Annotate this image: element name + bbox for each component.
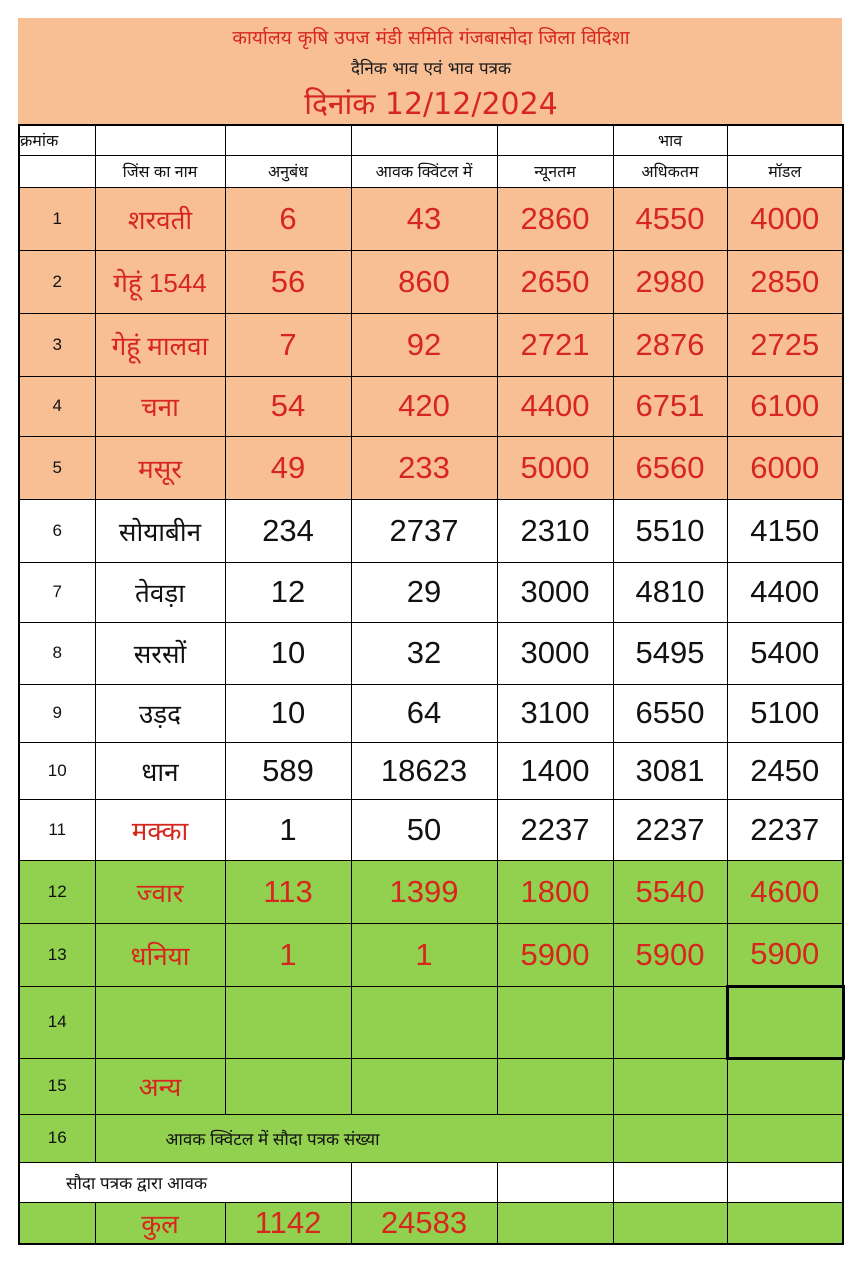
cell-contract: 10 [225,622,351,684]
commodity-name: सरसों [95,622,225,684]
sauda-patrak-arrival-label: सौदा पत्रक द्वारा आवक [19,1162,351,1202]
total-contract: 1142 [225,1202,351,1244]
cell-min: 5900 [497,923,613,986]
cell-min: 2237 [497,799,613,860]
price-table [18,124,845,1245]
header-row-2 [19,155,843,187]
cell-arrival: 420 [351,376,497,436]
row-serial: 3 [19,313,95,376]
sauda-patrak-count-label: आवक क्विंटल में सौदा पत्रक संख्या [95,1114,613,1162]
cell-max: 6751 [613,376,727,436]
cell-arrival: 233 [351,436,497,499]
header-row-1 [19,125,843,155]
cell-max: 2237 [613,799,727,860]
cell-min: 3000 [497,622,613,684]
sheet-subtitle: दैनिक भाव एवं भाव पत्रक [350,59,512,79]
cell-contract: 113 [225,860,351,923]
cell-min [497,986,613,1058]
row-serial: 16 [19,1114,95,1162]
cell-arrival: 18623 [351,742,497,799]
col-name: जिंस का नाम [95,155,225,187]
cell-max: 5495 [613,622,727,684]
cell-min: 5000 [497,436,613,499]
commodity-name: उड़द [95,684,225,742]
cell-min: 3000 [497,562,613,622]
table-row [19,1162,843,1202]
cell-modal: 5900 [727,923,843,986]
commodity-name: मक्का [95,799,225,860]
col-max: अधिकतम [613,155,727,187]
commodity-name: धान [95,742,225,799]
table-row [19,799,843,860]
cell-max: 6550 [613,684,727,742]
cell-arrival: 860 [351,250,497,313]
row-serial: 2 [19,250,95,313]
cell-min: 1400 [497,742,613,799]
cell-arrival: 32 [351,622,497,684]
total-row [19,1202,843,1244]
cell-modal: 2850 [727,250,843,313]
commodity-name: सोयाबीन [95,499,225,562]
total-label: कुल [95,1202,225,1244]
row-serial: 5 [19,436,95,499]
cell-max: 4550 [613,187,727,250]
table-row [19,923,843,986]
table-row [19,1058,843,1114]
cell-min: 4400 [497,376,613,436]
commodity-name: धनिया [95,923,225,986]
commodity-name: गेहूं मालवा [95,313,225,376]
cell-contract: 12 [225,562,351,622]
row-serial: 13 [19,923,95,986]
col-min: न्यूनतम [497,155,613,187]
cell-max: 5510 [613,499,727,562]
table-row [19,499,843,562]
cell-min: 3100 [497,684,613,742]
row-serial: 6 [19,499,95,562]
cell-contract: 1 [225,923,351,986]
cell-min [497,1058,613,1114]
commodity-name [95,986,225,1058]
row-serial: 10 [19,742,95,799]
cell-arrival: 1 [351,923,497,986]
cell-max: 4810 [613,562,727,622]
cell-modal [727,1058,843,1114]
commodity-name: अन्य [95,1058,225,1114]
cell-contract: 234 [225,499,351,562]
cell-contract [225,1058,351,1114]
cell-max: 5540 [613,860,727,923]
cell-modal: 5400 [727,622,843,684]
table-row [19,684,843,742]
cell-modal: 2450 [727,742,843,799]
cell-arrival: 64 [351,684,497,742]
cell-contract: 1 [225,799,351,860]
cell-arrival: 92 [351,313,497,376]
commodity-name: ज्वार [95,860,225,923]
sheet-date: दिनांक 12/12/2024 [304,87,558,122]
cell-contract: 54 [225,376,351,436]
cell-max [613,986,727,1058]
cell-modal: 6100 [727,376,843,436]
cell-modal: 2725 [727,313,843,376]
cell-min: 2860 [497,187,613,250]
cell-max: 3081 [613,742,727,799]
cell-modal: 4000 [727,187,843,250]
table-row [19,742,843,799]
cell-contract: 49 [225,436,351,499]
table-row [19,187,843,250]
cell-min: 2310 [497,499,613,562]
cell-arrival: 29 [351,562,497,622]
cell-contract [225,986,351,1058]
cell-arrival [351,986,497,1058]
cell-modal: 2237 [727,799,843,860]
row-serial: 1 [19,187,95,250]
table-row [19,376,843,436]
row-serial: 15 [19,1058,95,1114]
commodity-name: तेवड़ा [95,562,225,622]
cell-arrival: 2737 [351,499,497,562]
cell-arrival: 43 [351,187,497,250]
cell-max [613,1058,727,1114]
col-arrival: आवक क्विंटल में [351,155,497,187]
cell-modal: 5100 [727,684,843,742]
table-row [19,250,843,313]
cell-modal: 4600 [727,860,843,923]
table-row [19,436,843,499]
row-serial: 4 [19,376,95,436]
row-serial: 14 [19,986,95,1058]
table-row [19,562,843,622]
price-sheet [18,18,842,1245]
cell-max: 2980 [613,250,727,313]
commodity-name: मसूर [95,436,225,499]
cell-min: 2721 [497,313,613,376]
row-serial: 7 [19,562,95,622]
col-price-group: भाव [613,125,727,155]
commodity-name: चना [95,376,225,436]
total-arrival: 24583 [351,1202,497,1244]
table-row [19,986,843,1058]
commodity-name: शरवती [95,187,225,250]
cell-max: 2876 [613,313,727,376]
table-row [19,313,843,376]
cell-max: 5900 [613,923,727,986]
table-row [19,860,843,923]
table-row [19,1114,843,1162]
cell-min: 1800 [497,860,613,923]
commodity-name: गेहूं 1544 [95,250,225,313]
col-contract: अनुबंध [225,155,351,187]
cell-min: 2650 [497,250,613,313]
cell-modal: 6000 [727,436,843,499]
row-serial: 11 [19,799,95,860]
cell-arrival: 1399 [351,860,497,923]
col-modal: मॉडल [727,155,843,187]
cell-contract: 6 [225,187,351,250]
table-row [19,622,843,684]
office-title: कार्यालय कृषि उपज मंडी समिति गंजबासोदा जिला विदिशा [232,27,630,49]
cell-modal: 4150 [727,499,843,562]
cell-modal: 4400 [727,562,843,622]
cell-arrival: 50 [351,799,497,860]
col-serial: क्रमांक [19,125,95,155]
cell-arrival [351,1058,497,1114]
cell-contract: 56 [225,250,351,313]
sheet-header [18,18,842,124]
cell-modal [727,986,843,1058]
cell-contract: 7 [225,313,351,376]
row-serial: 9 [19,684,95,742]
cell-contract: 589 [225,742,351,799]
row-serial: 12 [19,860,95,923]
cell-contract: 10 [225,684,351,742]
cell-max: 6560 [613,436,727,499]
row-serial: 8 [19,622,95,684]
